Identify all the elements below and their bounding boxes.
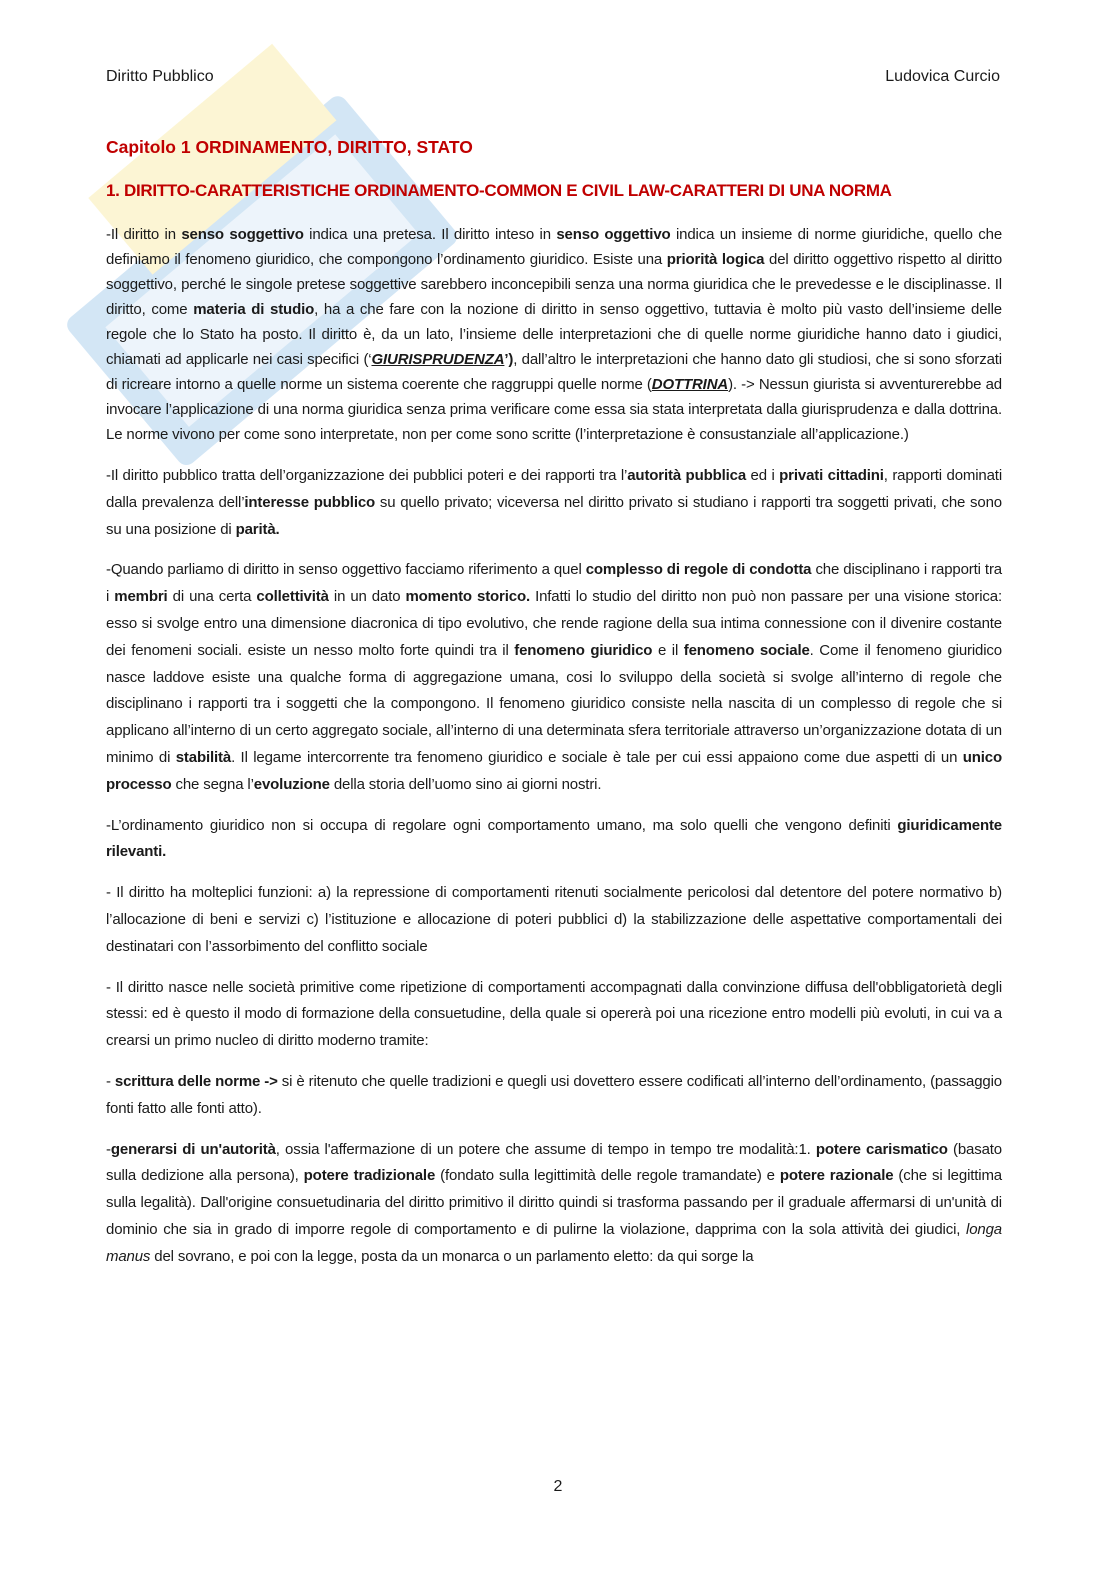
text-run: - Il diritto ha molteplici funzioni: a) la repressione di comportamenti ritenuti socialmente pericolosi dal detentore del potere normativo b) l’allocazione di beni e servizi c) l’istituzione e allocazione di poteri pubblici d) la stabilizzazione delle aspettative comportamentali dei destinatari con l’assorbimento del conflitto sociale xyxy=(106,884,1002,955)
chapter-title: Capitolo 1 ORDINAMENTO, DIRITTO, STATO xyxy=(106,137,473,157)
text-run: . Come il fenomeno giuridico nasce laddove esiste una qualche forma di aggregazione umana, cosi lo sviluppo della società si svolge all’interno di regole che disciplinano i rapporti tra i soggetti che la compongono. Il fenomeno giuridico consiste nella nascita di un complesso di regole che si applicano all’interno di un certo aggregato sociale, all’interno di una determinata sfera territoriale attraverso un’organizzazione dotata di un minimo di xyxy=(106,641,1002,766)
text-run: (fondato sulla legittimità delle regole tramandate) e xyxy=(435,1167,780,1185)
emphasis-text: priorità logica xyxy=(666,251,765,268)
text-run: (che si legittima sulla legalità). Dall'origine consuetudinaria del diritto primitivo il diritto quindi si trasforma passando per il graduale affermarsi di un'unità di dominio che sia in grado di imporre regole di comportamento e di pulirne la violazione, dapprima con la sola attività dei giudici, xyxy=(106,1167,1003,1238)
emphasis-text: generarsi di un'autorità xyxy=(110,1140,276,1158)
text-run: Infatti lo studio del diritto non può non passare per una visione storica: esso si svolge entro una dimensione diacronica di tipo evolutivo, che rende ragione della sua intima connessione con il divenire costante dei fenomeni sociali. esiste un nesso molto forte quindi tra il xyxy=(106,588,1002,659)
emphasis-text: membri xyxy=(114,588,168,606)
emphasis-text: collettività xyxy=(256,588,329,606)
paragraph xyxy=(106,880,1002,960)
emphasis-text: giuridicamente rilevanti. xyxy=(106,816,1002,861)
text-run: di una certa xyxy=(167,588,257,606)
emphasis-text: scrittura delle norme -> xyxy=(114,1072,278,1090)
text-run: indica una pretesa. Il diritto inteso in xyxy=(303,226,557,243)
text-run: che disciplinano i rapporti tra i xyxy=(106,561,1002,606)
text-run: del sovrano, e poi con la legge, posta da un monarca o un parlamento eletto: da qui sorge la xyxy=(150,1247,754,1265)
emphasis-text: stabilità xyxy=(175,748,232,766)
text-run: , ossia l'affermazione di un potere che assume di tempo in tempo tre modalità:1. xyxy=(275,1140,816,1158)
text-run: . Il legame intercorrente tra fenomeno giuridico e sociale è tale per cui essi appaiono come due aspetti di un xyxy=(231,748,963,766)
text-run: ed i xyxy=(746,467,780,484)
emphasis-text: fenomeno sociale xyxy=(683,641,810,659)
text-run: -Il diritto in xyxy=(106,226,182,243)
emphasis-text: potere razionale xyxy=(779,1167,894,1185)
text-run: - xyxy=(106,1072,115,1090)
text-run: -L’ordinamento giuridico non si occupa di regolare ogni comportamento umano, ma solo quelli che vengono definiti xyxy=(106,816,898,834)
text-run: su quello privato; viceversa nel diritto privato si studiano i rapporti tra soggetti privati, che sono su una posizione di xyxy=(106,493,1002,538)
text-run: in un dato xyxy=(328,588,406,606)
text-run: , ha a che fare con la nozione di diritto in senso oggettivo, tuttavia è molto più vasto dell’insieme delle regole che lo Stato ha posto. Il diritto è, da un lato, l’insieme delle interpretazioni che di quelle norme giuridiche hanno dato i giudici, chiamati ad applicarle nei casi specifici (‘ xyxy=(106,301,1002,368)
emphasis-text: senso soggettivo xyxy=(181,226,304,243)
emphasis-text: senso oggettivo xyxy=(556,226,671,243)
emphasis-text: ’) xyxy=(504,351,514,368)
section-title: 1. DIRITTO-CARATTERISTICHE ORDINAMENTO-COMMON E CIVIL LAW-CARATTERI DI UNA NORMA xyxy=(106,181,892,200)
text-run: del diritto oggettivo rispetto al diritto soggettivo, perché le singole pretese soggettive sarebbero inconcepibili senza una norma giuridica che le prevedesse e le disciplinasse. Il diritto, come xyxy=(106,251,1003,318)
paragraph xyxy=(106,1069,1002,1123)
emphasis-text: potere carismatico xyxy=(815,1140,948,1158)
text-run: della storia dell’uomo sino ai giorni nostri. xyxy=(329,775,602,793)
text-run: -Quando parliamo di diritto in senso oggettivo facciamo riferimento a quel xyxy=(106,561,586,579)
emphasis-text: momento storico. xyxy=(405,588,530,606)
emphasis-text: complesso di regole di condotta xyxy=(585,561,812,579)
header-left: Diritto Pubblico xyxy=(106,68,214,85)
text-run: indica un insieme di norme giuridiche, quello che definiamo il fenomeno giuridico, che compongono l’ordinamento giuridico. Esiste una xyxy=(106,226,1003,268)
text-run: , rapporti dominati dalla prevalenza dell’ xyxy=(106,467,1002,511)
text-run: -Il diritto pubblico tratta dell’organizzazione dei pubblici poteri e dei rapporti tra l’ xyxy=(106,467,628,484)
text-run: ). -> Nessun giurista si avventurerebbe ad invocare l’applicazione di una norma giuridica senza prima verificare come essa sia stata interpretata dalla giurisprudenza e dalla dottrina. Le norme vivono per come sono interpretate, non per come sono scritte (l’interpretazione è consustanziale all’applicazione.) xyxy=(106,376,1002,443)
emphasis-text: potere tradizionale xyxy=(303,1167,436,1185)
text-run: (basato sulla dedizione alla persona), xyxy=(106,1140,1003,1185)
text-run: , dall’altro le interpretazioni che hanno dato gli studiosi, che si sono sforzati di ricreare intorno a quelle norme un sistema coerente che raggruppi quelle norme ( xyxy=(106,351,1002,393)
emphasis-text: evoluzione xyxy=(253,775,330,793)
paragraph xyxy=(106,975,1002,1055)
emphasis-text: DOTTRINA xyxy=(651,376,729,393)
paragraph xyxy=(106,1137,1002,1271)
paragraph xyxy=(106,222,1002,447)
emphasis-text: unico processo xyxy=(106,748,1002,793)
emphasis-text: materia di studio xyxy=(193,301,315,318)
emphasis-text: autorità pubblica xyxy=(627,467,747,484)
emphasis-text: parità. xyxy=(235,520,280,538)
paragraph xyxy=(106,557,1002,798)
header-right: Ludovica Curcio xyxy=(885,68,1000,85)
emphasis-text: interesse pubblico xyxy=(244,493,376,511)
paragraph xyxy=(106,813,1002,867)
text-run: e il xyxy=(652,641,684,659)
emphasis-text: fenomeno giuridico xyxy=(514,641,653,659)
emphasis-text: privati cittadini xyxy=(779,467,884,484)
page-number: 2 xyxy=(553,1478,563,1495)
text-run: che segna l’ xyxy=(171,775,254,793)
paragraph xyxy=(106,463,1002,543)
document-body xyxy=(106,134,1002,1285)
text-run: - Il diritto nasce nelle società primitive come ripetizione di comportamenti accompagnati dalla convinzione diffusa dell'obbligatorietà degli stessi: ed è questo il modo di formazione della consuetudine, della quale si opererà poi una ricezione entro modelli più evoluti, in cui va a crearsi un primo nucleo di diritto moderno tramite: xyxy=(106,978,1002,1050)
emphasis-text: longa manus xyxy=(106,1220,1002,1265)
text-run: si è ritenuto che quelle tradizioni e quegli usi dovettero essere codificati all’interno dell’ordinamento, (passaggio fonti fatto alle fonti atto). xyxy=(106,1072,1002,1117)
text-run: - xyxy=(106,1140,111,1158)
paragraphs xyxy=(106,222,1002,1271)
emphasis-text: GIURISPRUDENZA xyxy=(371,351,505,368)
